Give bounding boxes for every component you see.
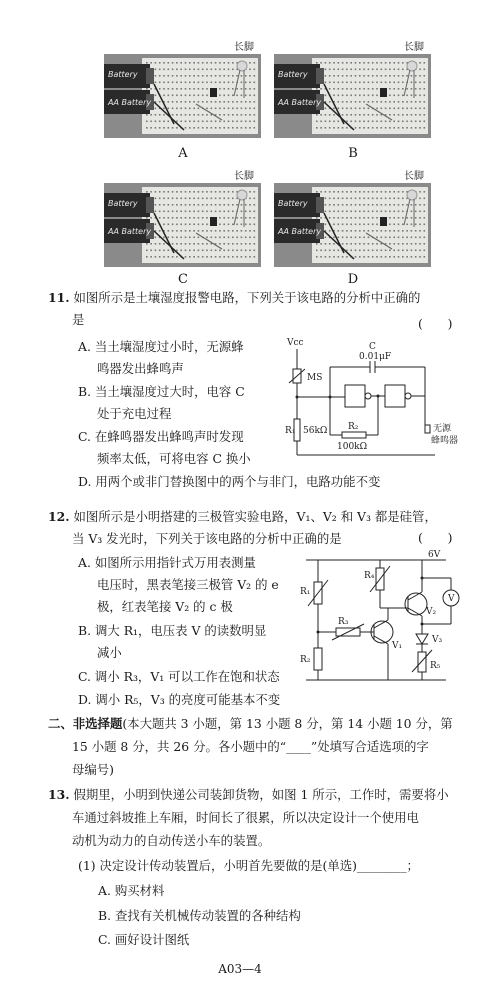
r2-resistor-12: [314, 648, 322, 670]
page-footer: A03—4: [218, 962, 262, 976]
long-leg-label-c: 长脚: [234, 171, 254, 182]
section2-line1: [48, 713, 453, 735]
vcc-label: Vcc: [287, 338, 304, 348]
long-leg-label-d: 长脚: [404, 171, 424, 182]
breadboard-photo-b: [274, 54, 431, 138]
q12-option-a-line2: 电压时，黑表笔接三极管 V₂ 的 e: [97, 577, 279, 592]
nand-gate-2: [385, 385, 405, 407]
q13-option-a: A. 购买材料: [98, 883, 165, 898]
q11-number: 11.: [48, 290, 70, 305]
q11-option-b-line1: B. 当土壤湿度过大时，电容 C: [78, 384, 245, 399]
q13-option-b: B. 查找有关机械传动装置的各种结构: [98, 908, 301, 923]
r2-resistor: [342, 432, 366, 438]
q11-stem-line1: [48, 287, 420, 309]
r3-label: R₃: [338, 617, 349, 627]
battery-label-top: Battery: [108, 70, 138, 79]
battery-label-bottom: AA Battery: [108, 227, 152, 236]
q13-number: 13.: [48, 787, 70, 802]
battery-label-bottom: AA Battery: [278, 227, 322, 236]
section2-line2: 15 小题 8 分，共 26 分。各小题中的“____”处填写合适选项的字: [72, 739, 429, 754]
nand-gate-1: [345, 385, 365, 407]
q11-circuit-diagram: [285, 335, 465, 465]
r2-value: 100kΩ: [337, 442, 368, 452]
supply-label: 6V: [428, 550, 441, 560]
q12-circuit-diagram: [296, 548, 466, 688]
q11-option-c-line1: C. 在蜂鸣器发出蜂鸣声时发现: [78, 429, 244, 444]
q12-stem-line1: [48, 506, 437, 528]
battery-label-bottom: AA Battery: [278, 98, 322, 107]
q13-stem-text: 假期里，小明到快递公司装卸货物，如图 1 所示，工作时，需要将小: [73, 787, 449, 802]
v3-led: [416, 634, 428, 644]
r5-resistor: [418, 652, 426, 672]
q12-option-a-line3: 极，红表笔接 V₂ 的 c 极: [97, 599, 233, 614]
ms-label: MS: [307, 373, 323, 383]
battery-label-top: Battery: [108, 199, 138, 208]
long-leg-label-b: 长脚: [404, 42, 424, 53]
r2-label: R₂: [348, 422, 359, 432]
q12-number: 12.: [48, 509, 70, 524]
q13-stem-line1: [48, 784, 449, 806]
r1-label-12: R₁: [300, 587, 311, 597]
q12-stem-text: 如图所示是小明搭建的三极管实验电路，V₁、V₂ 和 V₃ 都是硅管，: [73, 509, 437, 524]
q12-answer-paren: ( ): [418, 530, 453, 545]
v1-label: V₁: [392, 641, 403, 651]
q11-stem-text: 如图所示是土壤湿度报警电路，下列关于该电路的分析中正确的: [73, 290, 421, 305]
q12-option-b-line2: 减小: [97, 645, 122, 660]
q13-sub1: (1) 决定设计传动装置后，小明首先要做的是(单选)________；: [78, 858, 419, 873]
battery-label-top: Battery: [278, 199, 308, 208]
buzzer-label-2: 蜂鸣器: [431, 436, 459, 446]
voltmeter-label: V: [448, 594, 455, 604]
r1-label: R₁: [285, 426, 296, 436]
breadboard-photo-a: [104, 54, 261, 138]
breadboard-photo-d: [274, 183, 431, 267]
q11-option-b-line2: 处于充电过程: [97, 406, 172, 421]
q11-answer-paren: ( ): [418, 316, 453, 331]
q11-stem-line2: 是: [72, 312, 85, 327]
v3-label: V₃: [432, 635, 443, 645]
r2-label-12: R₂: [300, 655, 311, 665]
figure-label-a: A: [178, 146, 188, 161]
q12-option-a-line1: A. 如图所示用指针式万用表测量: [78, 555, 256, 570]
q12-option-c: C. 调小 R₃，V₁ 可以工作在饱和状态: [78, 669, 280, 684]
q11-option-c-line2: 频率太低，可将电容 C 换小: [97, 451, 251, 466]
q12-stem-line2: 当 V₃ 发光时，下列关于该电路的分析中正确的是: [72, 531, 342, 546]
q11-option-d: D. 用两个或非门替换图中的两个与非门，电路功能不变: [78, 474, 381, 489]
q13-stem-line3: 动机为动力的自动传送小车的装置。: [72, 833, 271, 848]
battery-label-bottom: AA Battery: [108, 98, 152, 107]
r5-label: R₅: [430, 661, 441, 671]
section2-line3: 母编号): [72, 762, 115, 777]
figure-label-d: D: [347, 272, 359, 287]
q11-option-a-line2: 鸣器发出蜂鸣声: [97, 361, 184, 376]
long-leg-label-a: 长脚: [234, 42, 254, 53]
q11-option-a-line1: A. 当土壤湿度过小时，无源蜂: [78, 339, 244, 354]
v2-label: V₂: [426, 607, 437, 617]
buzzer-label-1: 无源: [433, 424, 452, 434]
c-label: C: [369, 342, 376, 352]
section2-heading: 二、非选择题: [48, 716, 123, 731]
figure-label-c: C: [178, 272, 188, 287]
battery-label-top: Battery: [278, 70, 308, 79]
r4-label: R₄: [364, 571, 375, 581]
q12-option-d: D. 调小 R₅，V₃ 的亮度可能基本不变: [78, 692, 281, 707]
q13-stem-line2: 车通过斜坡推上车厢，时间长了很累，所以决定设计一个使用电: [72, 810, 419, 825]
section2-line1-text: (本大题共 3 小题，第 13 小题 8 分，第 14 小题 10 分，第: [122, 716, 453, 731]
figure-label-b: B: [348, 146, 358, 161]
c-value: 0.01μF: [359, 352, 392, 362]
breadboard-photo-c: [104, 183, 261, 267]
q13-option-c: C. 画好设计图纸: [98, 932, 190, 947]
q12-option-b-line1: B. 调大 R₁，电压表 V 的读数明显: [78, 623, 267, 638]
r1-value: 56kΩ: [303, 426, 328, 436]
